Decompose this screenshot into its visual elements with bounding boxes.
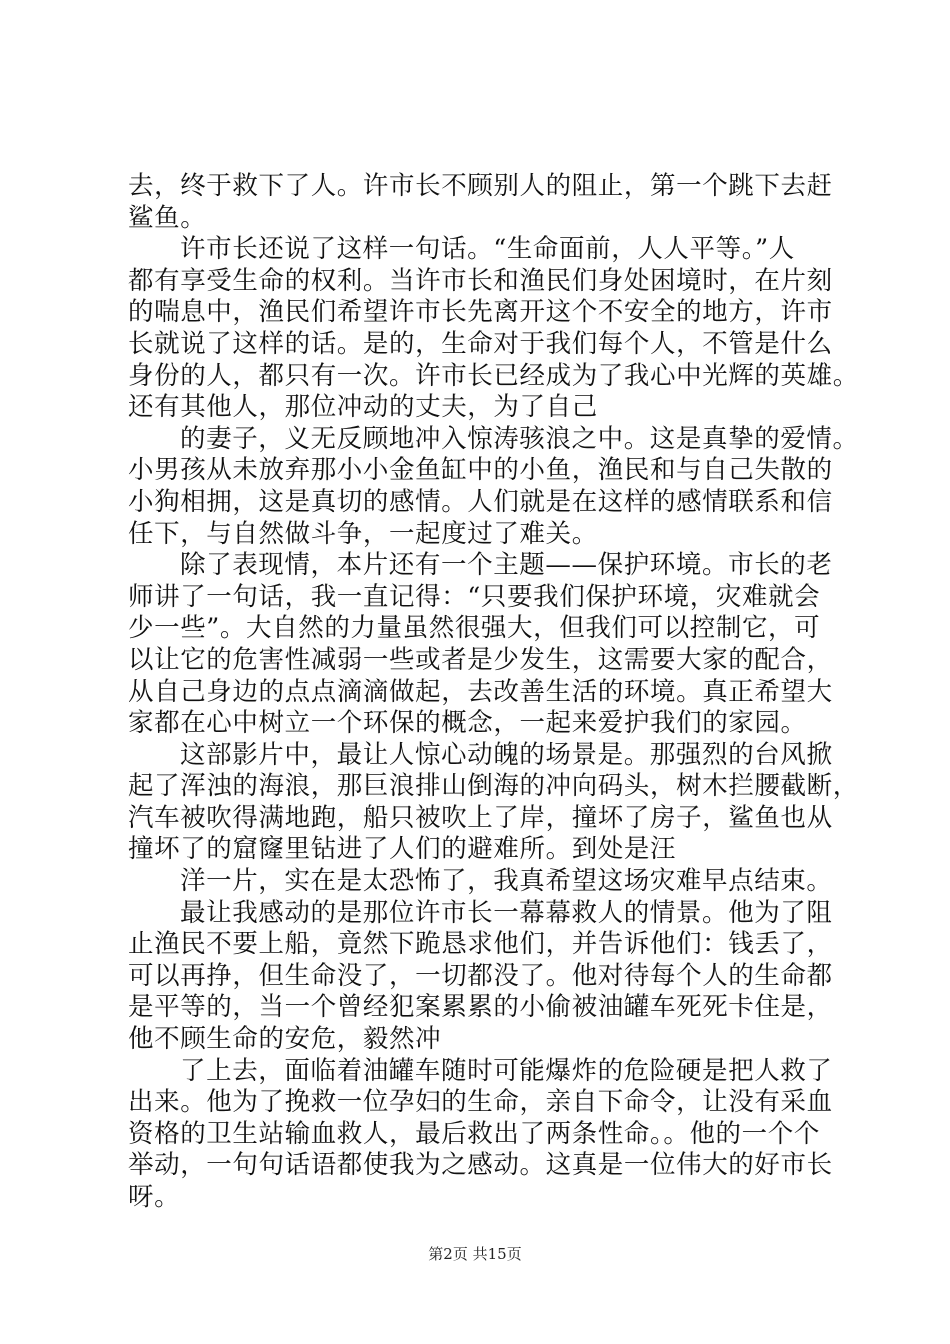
text-line: 许市长还说了这样一句话。“生命面前，人人平等。”人 [180, 234, 795, 265]
text-line: 起了浑浊的海浪，那巨浪排山倒海的冲向码头，树木拦腰截断， [128, 771, 859, 802]
text-line: 都有享受生命的权利。当许市长和渔民们身处困境时，在片刻 [128, 265, 833, 296]
page-number-footer: 第2页 共15页 [428, 1245, 522, 1263]
text-line: 少一些”。大自然的力量虽然很强大，但我们可以控制它，可 [128, 613, 821, 644]
text-line: 小狗相拥，这是真切的感情。人们就是在这样的感情联系和信 [128, 486, 833, 517]
text-line: 止渔民不要上船，竟然下跪恳求他们，并告诉他们：钱丢了， [128, 929, 833, 960]
text-line: 任下，与自然做斗争，一起度过了难关。 [128, 518, 598, 549]
text-line: 呀。 [128, 1182, 181, 1212]
text-line: 师讲了一句话，我一直记得：“只要我们保护环境，灾难就会 [128, 581, 821, 612]
text-line: 去，终于救下了人。许市长不顾别人的阻止，第一个跳下去赶 [128, 171, 833, 201]
text-line: 最让我感动的是那位许市长一幕幕救人的情景。他为了阻 [180, 897, 833, 928]
text-line: 从自己身边的点点滴滴做起，去改善生活的环境。真正希望大 [128, 676, 833, 707]
text-line: 的妻子，义无反顾地冲入惊涛骇浪之中。这是真挚的爱情。 [180, 423, 859, 454]
text-line: 撞坏了的窟窿里钻进了人们的避难所。到处是汪 [128, 834, 677, 865]
text-line: 出来。他为了挽救一位孕妇的生命，亲自下命令，让没有采血 [128, 1087, 833, 1118]
text-line: 小男孩从未放弃那小小金鱼缸中的小鱼，渔民和与自己失散的 [128, 455, 833, 486]
text-line: 是平等的，当一个曾经犯案累累的小偷被油罐车死死卡住是， [128, 992, 833, 1023]
body-text [128, 171, 859, 1214]
text-line: 家都在心中树立一个环保的概念，一起来爱护我们的家园。 [128, 708, 807, 739]
text-line: 的喘息中，渔民们希望许市长先离开这个不安全的地方，许市 [128, 297, 833, 328]
text-line: 洋一片，实在是太恐怖了，我真希望这场灾难早点结束。 [180, 866, 833, 897]
text-line: 汽车被吹得满地跑，船只被吹上了岸，撞坏了房子，鲨鱼也从 [128, 802, 833, 833]
text-line: 了上去，面临着油罐车随时可能爆炸的危险硬是把人救了 [180, 1055, 833, 1086]
text-line: 他不顾生命的安危，毅然冲 [128, 1024, 442, 1055]
text-line: 以让它的危害性减弱一些或者是少发生，这需要大家的配合， [128, 644, 833, 675]
text-line: 资格的卫生站输血救人，最后救出了两条性命。。他的一个个 [128, 1118, 820, 1149]
text-line: 举动，一句句话语都使我为之感动。这真是一位伟大的好市长 [128, 1150, 833, 1181]
text-line: 身份的人，都只有一次。许市长已经成为了我心中光辉的英雄。 [128, 360, 859, 391]
text-line: 鲨鱼。 [128, 202, 207, 233]
text-line: 长就说了这样的话。是的，生命对于我们每个人，不管是什么 [128, 328, 833, 359]
text-line: 除了表现情，本片还有一个主题——保护环境。市长的老 [180, 550, 833, 581]
text-line: 可以再挣，但生命没了，一切都没了。他对待每个人的生命都 [128, 960, 833, 991]
text-line: 还有其他人，那位冲动的丈夫，为了自己 [128, 392, 598, 423]
text-line: 这部影片中，最让人惊心动魄的场景是。那强烈的台风掀 [180, 739, 833, 770]
